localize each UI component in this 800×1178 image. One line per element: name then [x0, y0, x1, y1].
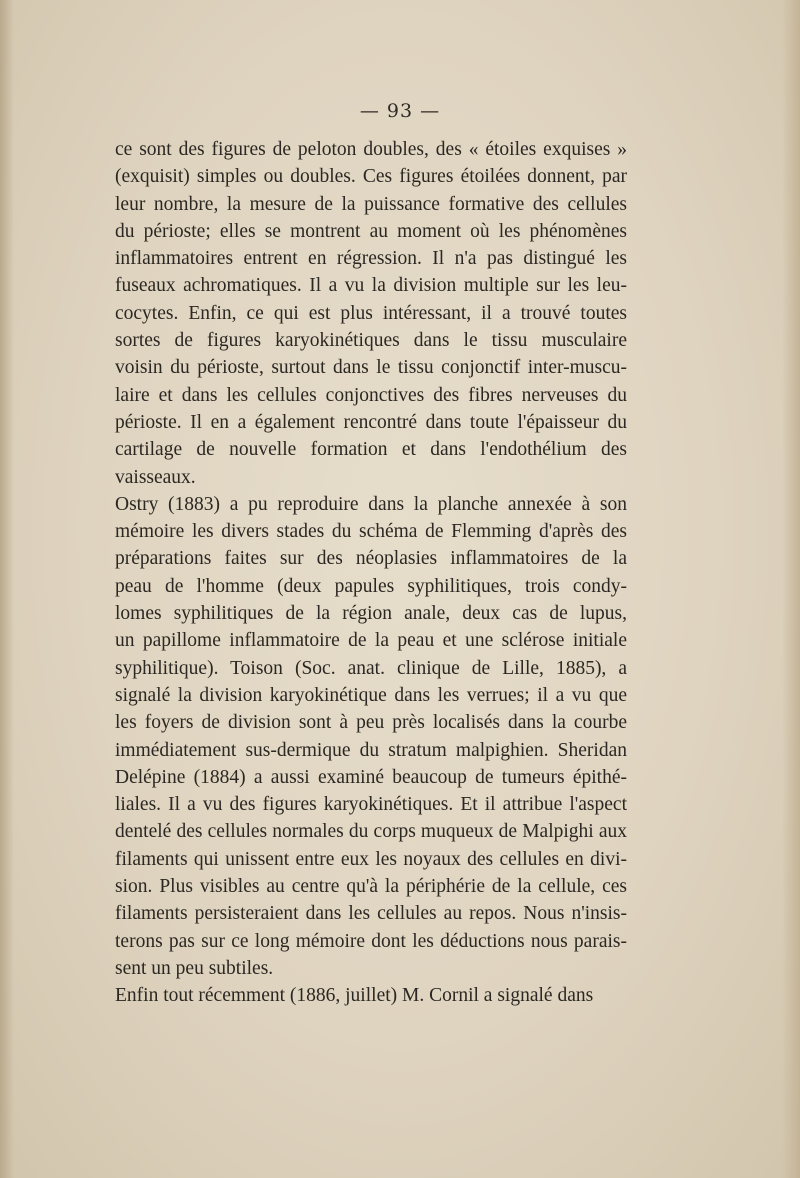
page-number: — 93 — — [359, 100, 441, 122]
text-line: sortes de figures karyokinétiques dans le tissu musculaire — [115, 330, 627, 352]
text-line: Delépine (1884) a aussi examiné beaucoup de tumeurs épithé- — [115, 766, 627, 788]
text-line: dentelé des cellules normales du corps muqueux de Malpighi aux — [115, 821, 627, 843]
paragraph — [115, 136, 627, 491]
text-line: Enfin tout récemment (1886, juillet) M. Cornil a signalé dans — [115, 985, 594, 1007]
text-line: filaments persisteraient dans les cellules au repos. Nous n'insis- — [115, 903, 627, 925]
text-line: immédiatement sus-dermique du stratum malpighien. Sheridan — [115, 739, 627, 761]
text-line: sent un peu subtiles. — [115, 957, 274, 979]
text-line: vaisseaux. — [115, 466, 196, 488]
text-line: filaments qui unissent entre eux les noyaux des cellules en divi- — [115, 848, 627, 870]
text-line: signalé la division karyokinétique dans les verrues; il a vu que — [115, 684, 627, 706]
text-line: mémoire les divers stades du schéma de Flemming d'après des — [115, 521, 627, 543]
text-line: voisin du périoste, surtout dans le tissu conjonctif inter-muscu- — [115, 357, 627, 379]
text-line: un papillome inflammatoire de la peau et une sclérose initiale — [115, 630, 627, 652]
text-line: fuseaux achromatiques. Il a vu la division multiple sur les leu- — [115, 275, 627, 297]
body-text — [115, 136, 627, 1010]
text-line: du périoste; elles se montrent au moment où les phénomènes — [115, 220, 627, 242]
text-line: Ostry (1883) a pu reproduire dans la planche annexée à son — [115, 493, 627, 515]
text-line: (exquisit) simples ou doubles. Ces figures étoilées donnent, par — [115, 166, 627, 188]
text-line: terons pas sur ce long mémoire dont les déductions nous parais- — [115, 930, 627, 952]
text-line: peau de l'homme (deux papules syphilitiques, trois condy- — [115, 575, 627, 597]
text-line: périoste. Il en a également rencontré dans toute l'épaisseur du — [115, 411, 627, 433]
paragraph — [115, 491, 627, 982]
text-line: cocytes. Enfin, ce qui est plus intéressant, il a trouvé toutes — [115, 302, 627, 324]
text-line: ce sont des figures de peloton doubles, des « étoiles exquises » — [115, 139, 627, 160]
text-line: cartilage de nouvelle formation et dans l'endothélium des — [115, 439, 627, 461]
text-line: sion. Plus visibles au centre qu'à la périphérie de la cellule, ces — [115, 876, 627, 898]
paragraph — [115, 982, 627, 1009]
text-line: inflammatoires entrent en régression. Il n'a pas distingué les — [115, 248, 627, 270]
text-line: laire et dans les cellules conjonctives des fibres nerveuses du — [115, 384, 627, 406]
text-line: liales. Il a vu des figures karyokinétiques. Et il attribue l'aspect — [115, 794, 627, 816]
page-edge-left — [0, 0, 14, 1178]
text-line: leur nombre, la mesure de la puissance formative des cellules — [115, 193, 627, 215]
text-line: les foyers de division sont à peu près localisés dans la courbe — [115, 712, 627, 734]
text-line: syphilitique). Toison (Soc. anat. clinique de Lille, 1885), a — [115, 657, 627, 679]
page-edge-right — [782, 0, 800, 1178]
text-line: préparations faites sur des néoplasies inflammatoires de la — [115, 548, 627, 570]
text-line: lomes syphilitiques de la région anale, deux cas de lupus, — [115, 603, 627, 625]
